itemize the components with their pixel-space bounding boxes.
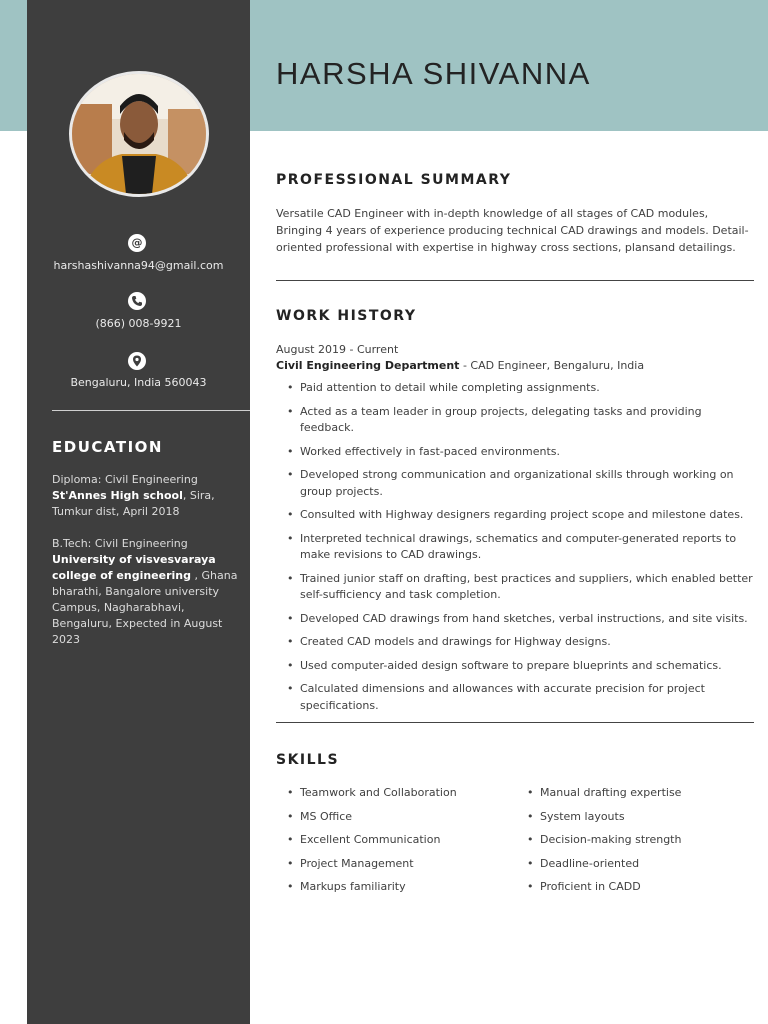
skills-list-right bbox=[516, 785, 768, 903]
location-pin-icon bbox=[128, 352, 146, 370]
skill-item: • Markups familiarity bbox=[300, 879, 530, 903]
education-degree: Diploma: Civil Engineering bbox=[52, 473, 198, 486]
education-school: University of visvesvaraya college of engineering bbox=[52, 553, 216, 582]
work-bullet: • Developed CAD drawings from hand sketches, verbal instructions, and site visits. bbox=[300, 611, 754, 628]
skill-item: • Project Management bbox=[300, 856, 530, 880]
work-bullet: • Interpreted technical drawings, schematics and computer-generated reports to make revisions to CAD drawings. bbox=[300, 531, 754, 564]
education-degree: B.Tech: Civil Engineering bbox=[52, 537, 188, 550]
skills-list-left bbox=[276, 785, 530, 903]
work-bullet: • Used computer-aided design software to prepare blueprints and schematics. bbox=[300, 658, 754, 675]
education-heading: EDUCATION bbox=[52, 438, 163, 456]
work-bullet: • Consulted with Highway designers regarding project scope and milestone dates. bbox=[300, 507, 754, 524]
skill-item: • Manual drafting expertise bbox=[540, 785, 768, 809]
education-school: St'Annes High school bbox=[52, 489, 183, 502]
email-text[interactable]: harshashivanna94@gmail.com bbox=[53, 259, 224, 272]
candidate-name: HARSHA SHIVANNA bbox=[276, 56, 591, 91]
work-bullet: • Acted as a team leader in group projects, delegating tasks and providing feedback. bbox=[300, 404, 754, 437]
work-bullet: • Created CAD models and drawings for Highway designs. bbox=[300, 634, 754, 651]
education-entry bbox=[52, 536, 242, 648]
skill-item: • Teamwork and Collaboration bbox=[300, 785, 530, 809]
summary-text: Versatile CAD Engineer with in-depth knowledge of all stages of CAD modules, Bringing 4 years of experience producing technical CAD drawings and models. Detail-oriented professional with expertise in highway cross sections, plansand detailings. bbox=[276, 207, 749, 254]
location-text: Bengaluru, India 560043 bbox=[70, 376, 207, 389]
at-icon: @ bbox=[128, 234, 146, 252]
job-date: August 2019 - Current bbox=[276, 343, 399, 356]
work-bullet: • Worked effectively in fast-paced environments. bbox=[300, 444, 754, 461]
skill-item: • System layouts bbox=[540, 809, 768, 833]
education-details: , Ghana bharathi, Bangalore university Campus, Nagharabhavi, Bengaluru, Expected in August 2023 bbox=[52, 569, 238, 646]
education-details: , Sira, Tumkur dist, April 2018 bbox=[52, 489, 215, 518]
skill-item: • Excellent Communication bbox=[300, 832, 530, 856]
section-divider bbox=[276, 722, 754, 723]
job-employer: Civil Engineering Department bbox=[276, 359, 460, 372]
skill-item: • Decision-making strength bbox=[540, 832, 768, 856]
sidebar bbox=[27, 0, 250, 1024]
skill-item: • Proficient in CADD bbox=[540, 879, 768, 903]
skill-item: • Deadline-oriented bbox=[540, 856, 768, 880]
profile-photo bbox=[69, 71, 209, 197]
job-role: - CAD Engineer, Bengaluru, India bbox=[459, 359, 645, 372]
section-divider bbox=[276, 280, 754, 281]
summary-heading: PROFESSIONAL SUMMARY bbox=[276, 172, 512, 188]
work-bullet: • Calculated dimensions and allowances with accurate precision for project specifications. bbox=[300, 681, 754, 714]
work-bullet: • Trained junior staff on drafting, best practices and suppliers, which enabled better self-sufficiency and task completion. bbox=[300, 571, 754, 604]
education-entry bbox=[52, 472, 242, 520]
phone-icon bbox=[128, 292, 146, 310]
sidebar-divider bbox=[52, 410, 250, 411]
work-bullet: • Paid attention to detail while completing assignments. bbox=[300, 380, 754, 397]
work-bullet: • Developed strong communication and organizational skills through working on group projects. bbox=[300, 467, 754, 500]
work-history-heading: WORK HISTORY bbox=[276, 308, 417, 324]
job-title bbox=[276, 359, 644, 372]
skill-item: • MS Office bbox=[300, 809, 530, 833]
phone-text[interactable]: (866) 008-9921 bbox=[95, 317, 182, 330]
skills-heading: SKILLS bbox=[276, 752, 340, 768]
work-bullet-list bbox=[276, 380, 754, 721]
